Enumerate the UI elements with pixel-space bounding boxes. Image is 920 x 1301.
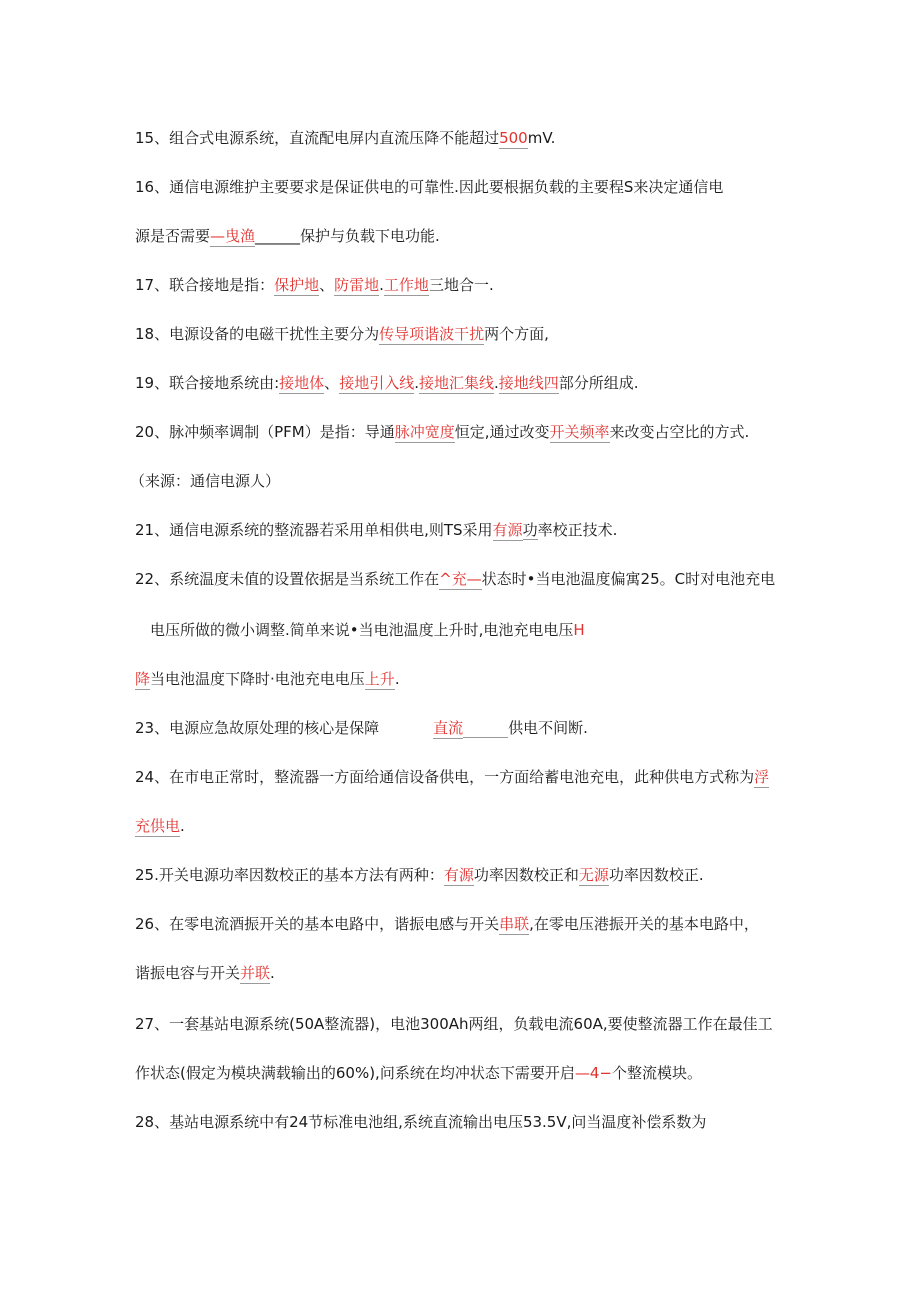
question-26-line-2: 谐振电容与开关并联. — [135, 964, 275, 982]
question-20: 20、脉冲频率调制（PFM）是指：导通脉冲宽度恒定,通过改变开关频率来改变占空比的方式. — [135, 423, 750, 441]
question-16-line-2: 源是否需要—曳渔______保护与负载下电功能. — [135, 227, 440, 245]
answer: 防雷地 — [334, 276, 380, 294]
question-15: 15、组合式电源系统，直流配电屏内直流压降不能超过500mV. — [135, 129, 556, 147]
answer: 保护地 — [274, 276, 320, 294]
answer: —曳渔 — [210, 227, 256, 245]
source-note: （来源：通信电源人） — [130, 472, 281, 490]
question-22-line-3: 降当电池温度下降时·电池充电电压上升. — [135, 670, 400, 688]
answer: 传导项谐波干扰 — [379, 325, 485, 343]
answer: 开关频率 — [549, 423, 610, 441]
answer: 工作地 — [383, 276, 429, 294]
blank: ______ — [255, 227, 301, 245]
answer: 接地引入线 — [339, 374, 415, 392]
answer: 无源 — [578, 866, 609, 884]
answer: 有源 — [492, 521, 523, 539]
answer: 上升 — [364, 670, 395, 688]
question-27-line-1: 27、一套基站电源系统(50A整流器)，电池300Ah两组，负载电流60A,要使整流器工作在最佳工 — [135, 1015, 773, 1033]
question-23: 23、电源应急故原处理的核心是保障 直流______供电不间断. — [135, 719, 588, 737]
question-22-line-1: 22、系统温度未值的设置依据是当系统工作在^充—状态时•当电池温度偏寓25。C时对电池充电 — [135, 570, 776, 588]
answer: —4− — [574, 1064, 612, 1082]
blank: ______ — [463, 719, 509, 737]
question-22-line-2: 电压所做的微小调整.简单来说•当电池温度上升时,电池充电电压H — [150, 621, 585, 639]
answer: 脉冲宽度 — [394, 423, 455, 441]
question-17: 17、联合接地是指：保护地、防雷地.工作地三地合一. — [135, 276, 494, 294]
answer: H — [573, 621, 585, 639]
answer: 浮 — [754, 768, 770, 786]
question-21: 21、通信电源系统的整流器若采用单相供电,则TS采用有源功率校正技术. — [135, 521, 618, 539]
answer: 充供电 — [135, 817, 181, 835]
answer: 500 — [499, 129, 528, 147]
answer: 接地线四 — [498, 374, 559, 392]
answer: 降 — [135, 670, 151, 688]
question-28: 28、基站电源系统中有24节标准电池组,系统直流输出电压53.5V,问当温度补偿系数为 — [135, 1113, 707, 1131]
answer: ^充— — [439, 570, 482, 588]
question-27-line-2: 作状态(假定为模块满载输出的60%),问系统在均冲状态下需要开启—4−个整流模块。 — [135, 1064, 702, 1082]
answer: 直流 — [433, 719, 464, 737]
answer: 接地汇集线 — [418, 374, 494, 392]
answer: 串联 — [499, 915, 530, 933]
answer: 有源 — [443, 866, 474, 884]
question-26-line-1: 26、在零电流酒振开关的基本电路中，谐振电感与开关串联,在零电压港振开关的基本电路中， — [135, 915, 759, 933]
question-24-line-2: 充供电. — [135, 817, 185, 835]
question-19: 19、联合接地系统由:接地体、接地引入线.接地汇集线.接地线四部分所组成. — [135, 374, 639, 392]
question-18: 18、电源设备的电磁干扰性主要分为传导项谐波干扰两个方面, — [135, 325, 549, 343]
question-25: 25.开关电源功率因数校正的基本方法有两种：有源功率因数校正和无源功率因数校正. — [135, 866, 704, 884]
answer: 接地体 — [279, 374, 325, 392]
question-16-line-1: 16、通信电源维护主要要求是保证供电的可靠性.因此要根据负载的主要程S来决定通信电 — [135, 178, 724, 196]
question-24-line-1: 24、在市电正常时，整流器一方面给通信设备供电，一方面给蓄电池充电，此种供电方式称为浮 — [135, 768, 770, 786]
answer: 并联 — [240, 964, 271, 982]
